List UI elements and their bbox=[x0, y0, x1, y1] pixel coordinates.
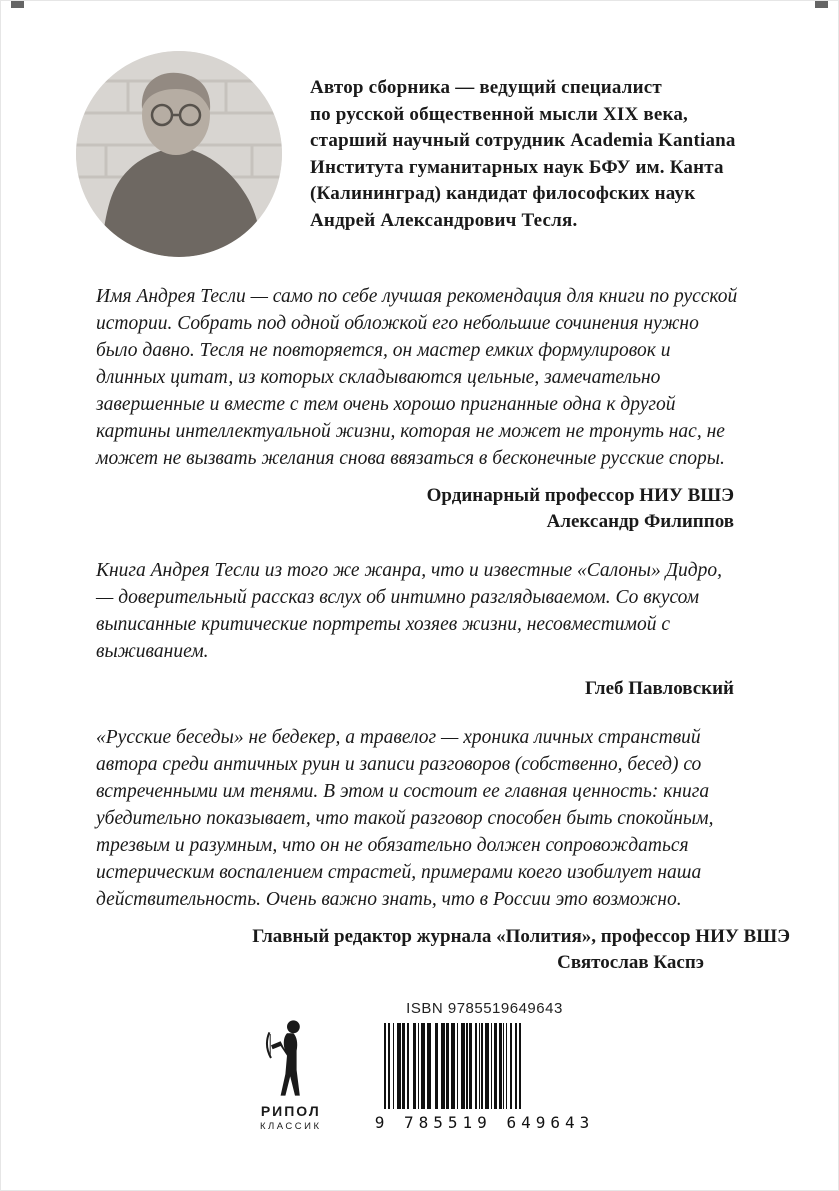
attribution-name: Александр Филиппов bbox=[546, 511, 734, 532]
author-bio-line: (Калининград) кандидат философских наук bbox=[310, 183, 696, 204]
corner-mark-left bbox=[11, 1, 24, 8]
attribution-name: Глеб Павловский bbox=[584, 678, 734, 699]
archer-logo-icon bbox=[263, 1018, 319, 1098]
quote-attribution bbox=[96, 676, 746, 702]
barcode-number: 9 785519 649643 bbox=[374, 1113, 595, 1132]
quote-attribution bbox=[96, 483, 746, 535]
author-bio-line: Андрей Александрович Тесля. bbox=[310, 209, 578, 231]
publisher-subname: КЛАССИК bbox=[260, 1121, 322, 1132]
review-quotes bbox=[1, 257, 838, 976]
publisher-logo bbox=[245, 1018, 337, 1132]
publisher-name: РИПОЛ bbox=[260, 1103, 321, 1119]
quote-block-2 bbox=[96, 557, 746, 702]
author-bio-line: Института гуманитарных наук БФУ им. Канта bbox=[310, 156, 724, 178]
author-bio bbox=[310, 75, 736, 257]
author-portrait-icon bbox=[76, 51, 282, 257]
footer bbox=[1, 1000, 838, 1132]
barcode-bars bbox=[384, 1023, 586, 1109]
author-bio-line: по русской общественной мысли XIX века, bbox=[310, 103, 689, 125]
quote-text: «Русские беседы» не бедекер, а травелог — хроника личных странствий автора среди античных руин и записи разговоров (собственно, бесед) со встреченными им тенями. В этом и состоит ее главная ценность: книга убедительно показывает, что такой разговор способен быть спокойным, трезвым и разумным, что он не обязательно должен сопровождаться истерическим воспалением страстей, примерами коего изобилует наша действительность. Очень важно знать, что в России это возможно. bbox=[96, 727, 714, 910]
attribution-role: Ординарный профессор НИУ ВШЭ bbox=[426, 485, 734, 506]
corner-mark-right bbox=[815, 1, 828, 8]
quote-text: Книга Андрея Тесли из того же жанра, что и известные «Салоны» Дидро, — доверительный рассказ вслух об интимно разглядываемом. Со вкусом выписанные критические портреты хозяев жизни, несовместимой с выживанием. bbox=[96, 560, 723, 662]
quote-block-3 bbox=[96, 724, 790, 976]
attribution-name: Святослав Каспэ bbox=[557, 952, 704, 973]
attribution-role: Главный редактор журнала «Полития», профессор НИУ ВШЭ bbox=[252, 926, 790, 947]
author-section bbox=[1, 1, 838, 257]
author-bio-line: Автор сборника — ведущий специалист bbox=[310, 77, 662, 98]
isbn-block bbox=[375, 1000, 595, 1132]
isbn-label: ISBN 9785519649643 bbox=[406, 1000, 563, 1017]
quote-attribution bbox=[96, 924, 790, 976]
author-photo bbox=[76, 51, 282, 257]
author-bio-line: старший научный сотрудник Academia Kantiana bbox=[310, 130, 736, 151]
quote-text: Имя Андрея Тесли — само по себе лучшая рекомендация для книги по русской истории. Собрать под одной обложкой его небольшие сочинения нужно было давно. Тесля не повторяется, он мастер емких формулировок и длинных цитат, из которых складываются цельные, замечательно завершенные и вместе с тем очень хорошо пригнанные одна к другой картины интеллектуальной жизни, которая не может не тронуть нас, не может не вызвать желания снова ввязаться в бесконечные русские споры. bbox=[96, 286, 738, 469]
quote-block-1 bbox=[96, 283, 746, 535]
